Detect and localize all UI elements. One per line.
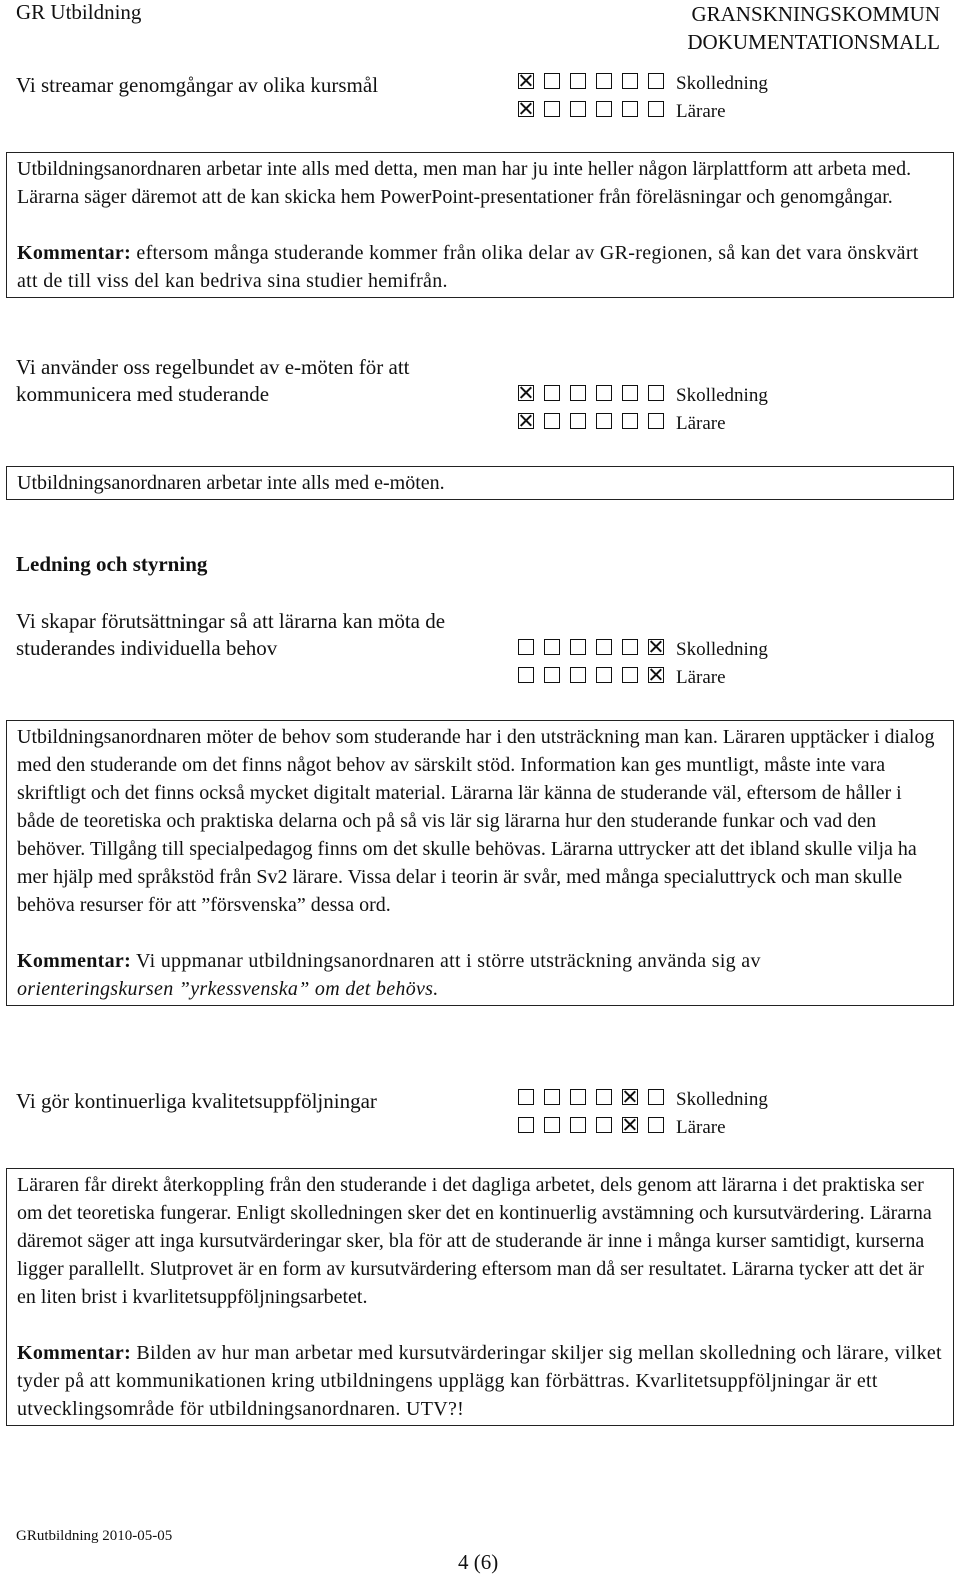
assessment-text: Läraren får direkt återkoppling från den studerande i det dagliga arbetet, dels genom att lärarna i det praktiska ser om det teoretiska fungerar. Enligt skolledningen sker det en kontinuerlig avstämning och kursutvärdering. Lärarna däremot säger att inga kursutvärderingar sker, bla för att de studerande är inne i många kurser samtidigt, kurserna ligger parallellt. Slutprovet är en form av kursutvärdering eftersom man då ser resultatet. Lärarna tycker att det är en liten brist i kvarlitetsuppföljningsarbetet. bbox=[17, 1174, 932, 1308]
rating-row-school-management bbox=[518, 1086, 768, 1114]
footer-date: GRutbildning 2010-05-05 bbox=[16, 1528, 173, 1544]
rating-label: Skolledning bbox=[676, 385, 768, 406]
rating-checkbox-6 bbox=[648, 1089, 664, 1105]
rating-checkbox-1 bbox=[518, 1089, 534, 1105]
comment-italic: orienteringskursen ”yrkessvenska” om det behövs. bbox=[17, 978, 439, 1000]
rating-checkbox-1 bbox=[518, 101, 534, 117]
rating-checkbox-5 bbox=[622, 101, 638, 117]
rating-checkbox-4 bbox=[596, 101, 612, 117]
rating-checkbox-5 bbox=[622, 385, 638, 401]
rating-checkbox-5 bbox=[622, 639, 638, 655]
assessment-box-e-meetings bbox=[6, 466, 954, 500]
rating-checkbox-6 bbox=[648, 639, 664, 655]
rating-checkbox-6 bbox=[648, 413, 664, 429]
rating-checkbox-2 bbox=[544, 73, 560, 89]
rating-checkbox-1 bbox=[518, 413, 534, 429]
rating-row-school-management bbox=[518, 636, 768, 664]
question-quality-followup: Vi gör kontinuerliga kvalitetsuppföljningar bbox=[16, 1089, 377, 1113]
rating-checkbox-5 bbox=[622, 1089, 638, 1105]
comment-body: eftersom många studerande kommer från olika delar av GR-regionen, så kan det vara önskvärt att de till viss del kan bedriva sina studier hemifrån. bbox=[17, 242, 919, 292]
rating-checkbox-3 bbox=[570, 1117, 586, 1133]
rating-checkbox-3 bbox=[570, 73, 586, 89]
assessment-text: Utbildningsanordnaren arbetar inte alls med detta, men man har ju inte heller någon lärplattform att arbeta med. Lärarna säger däremot att de kan skicka hem PowerPoint-presentationer från föreläsningar och genomgångar. bbox=[17, 158, 912, 208]
rating-checkbox-3 bbox=[570, 101, 586, 117]
comment-body: Vi uppmanar utbildningsanordnaren att i större utsträckning använda sig av bbox=[136, 950, 761, 972]
rating-row-school-management bbox=[518, 70, 768, 98]
section-heading: Ledning och styrning bbox=[16, 552, 208, 576]
comment-text bbox=[17, 947, 943, 1003]
rating-checkbox-6 bbox=[648, 1117, 664, 1133]
rating-label: Skolledning bbox=[676, 1089, 768, 1110]
comment-label: Kommentar: bbox=[17, 950, 132, 972]
rating-checkbox-4 bbox=[596, 385, 612, 401]
rating-checkbox-1 bbox=[518, 639, 534, 655]
rating-checkbox-3 bbox=[570, 639, 586, 655]
rating-label: Lärare bbox=[676, 413, 726, 434]
rating-label: Skolledning bbox=[676, 639, 768, 660]
rating-checkbox-4 bbox=[596, 413, 612, 429]
assessment-box-individual-needs bbox=[6, 720, 954, 1006]
comment-body: Bilden av hur man arbetar med kursutvärderingar skiljer sig mellan skolledning och lärare, vilket tyder på att kommunikationen kring utbildningens upplägg kan förbättras. Kvarlitetsuppföljningar är ett utvecklingsområde för utbildningsanordnaren. UTV?! bbox=[17, 1342, 942, 1420]
rating-checkbox-2 bbox=[544, 101, 560, 117]
header-right-line2: DOKUMENTATIONSMALL bbox=[687, 30, 940, 54]
assessment-text: Utbildningsanordnaren arbetar inte alls med e-möten. bbox=[17, 472, 445, 494]
rating-checkbox-3 bbox=[570, 385, 586, 401]
rating-checkbox-6 bbox=[648, 385, 664, 401]
rating-group-individual-needs bbox=[518, 636, 768, 692]
comment-text bbox=[17, 1339, 943, 1423]
rating-group-e-meetings bbox=[518, 382, 768, 438]
header-title-right bbox=[687, 0, 940, 56]
rating-checkbox-4 bbox=[596, 1117, 612, 1133]
rating-row-teachers bbox=[518, 410, 768, 438]
rating-checkbox-2 bbox=[544, 667, 560, 683]
rating-checkbox-4 bbox=[596, 73, 612, 89]
rating-checkbox-5 bbox=[622, 667, 638, 683]
question-e-meetings: Vi använder oss regelbundet av e-möten för att kommunicera med studerande bbox=[16, 355, 410, 406]
rating-row-teachers bbox=[518, 664, 768, 692]
assessment-box-streaming bbox=[6, 152, 954, 298]
rating-checkbox-3 bbox=[570, 667, 586, 683]
rating-checkbox-1 bbox=[518, 1117, 534, 1133]
rating-label: Skolledning bbox=[676, 73, 768, 94]
assessment-box-quality-followup bbox=[6, 1168, 954, 1426]
assessment-text: Utbildningsanordnaren möter de behov som studerande har i den utsträckning man kan. Läraren upptäcker i dialog med den studerande om det finns något behov av särskilt stöd. Information kan ges muntligt, måste inte vara skriftligt och det finns också mycket digitalt material. Lärarna lär känna de studerande väl, eftersom de håller i både de teoretiska och praktiska delarna och på så vis lär sig lärarna hur den studerande funkar och vad den behöver. Tillgång till specialpedagog finns om det skulle behövas. Lärarna uttrycker att det ibland skulle vilja ha mer hjälp med språkstöd från Sv2 lärare. Vissa delar i teorin är svår, med många specialuttryck och man skulle behöva resurser för att ”försvenska” dessa ord. bbox=[17, 726, 935, 916]
rating-checkbox-1 bbox=[518, 385, 534, 401]
rating-group-streaming bbox=[518, 70, 768, 126]
rating-checkbox-4 bbox=[596, 667, 612, 683]
header-title-left: GR Utbildning bbox=[16, 0, 142, 24]
rating-checkbox-6 bbox=[648, 101, 664, 117]
question-streaming: Vi streamar genomgångar av olika kursmål bbox=[16, 73, 379, 97]
rating-checkbox-2 bbox=[544, 639, 560, 655]
rating-checkbox-6 bbox=[648, 667, 664, 683]
rating-checkbox-2 bbox=[544, 385, 560, 401]
rating-checkbox-2 bbox=[544, 1089, 560, 1105]
rating-row-teachers bbox=[518, 1114, 768, 1142]
question-individual-needs: Vi skapar förutsättningar så att lärarna kan möta de studerandes individuella behov bbox=[16, 609, 446, 660]
rating-checkbox-4 bbox=[596, 639, 612, 655]
rating-row-school-management bbox=[518, 382, 768, 410]
comment-label: Kommentar: bbox=[17, 242, 132, 264]
rating-label: Lärare bbox=[676, 101, 726, 122]
rating-row-teachers bbox=[518, 98, 768, 126]
rating-group-quality-followup bbox=[518, 1086, 768, 1142]
rating-checkbox-5 bbox=[622, 1117, 638, 1133]
rating-checkbox-1 bbox=[518, 73, 534, 89]
rating-checkbox-4 bbox=[596, 1089, 612, 1105]
rating-label: Lärare bbox=[676, 667, 726, 688]
rating-checkbox-3 bbox=[570, 1089, 586, 1105]
comment-label: Kommentar: bbox=[17, 1342, 132, 1364]
rating-checkbox-5 bbox=[622, 413, 638, 429]
rating-checkbox-2 bbox=[544, 1117, 560, 1133]
rating-checkbox-6 bbox=[648, 73, 664, 89]
rating-label: Lärare bbox=[676, 1117, 726, 1138]
comment-text bbox=[17, 239, 943, 295]
rating-checkbox-1 bbox=[518, 667, 534, 683]
rating-checkbox-3 bbox=[570, 413, 586, 429]
page-number: 4 (6) bbox=[458, 1550, 499, 1574]
rating-checkbox-2 bbox=[544, 413, 560, 429]
rating-checkbox-5 bbox=[622, 73, 638, 89]
header-right-line1: GRANSKNINGSKOMMUN bbox=[691, 2, 940, 26]
